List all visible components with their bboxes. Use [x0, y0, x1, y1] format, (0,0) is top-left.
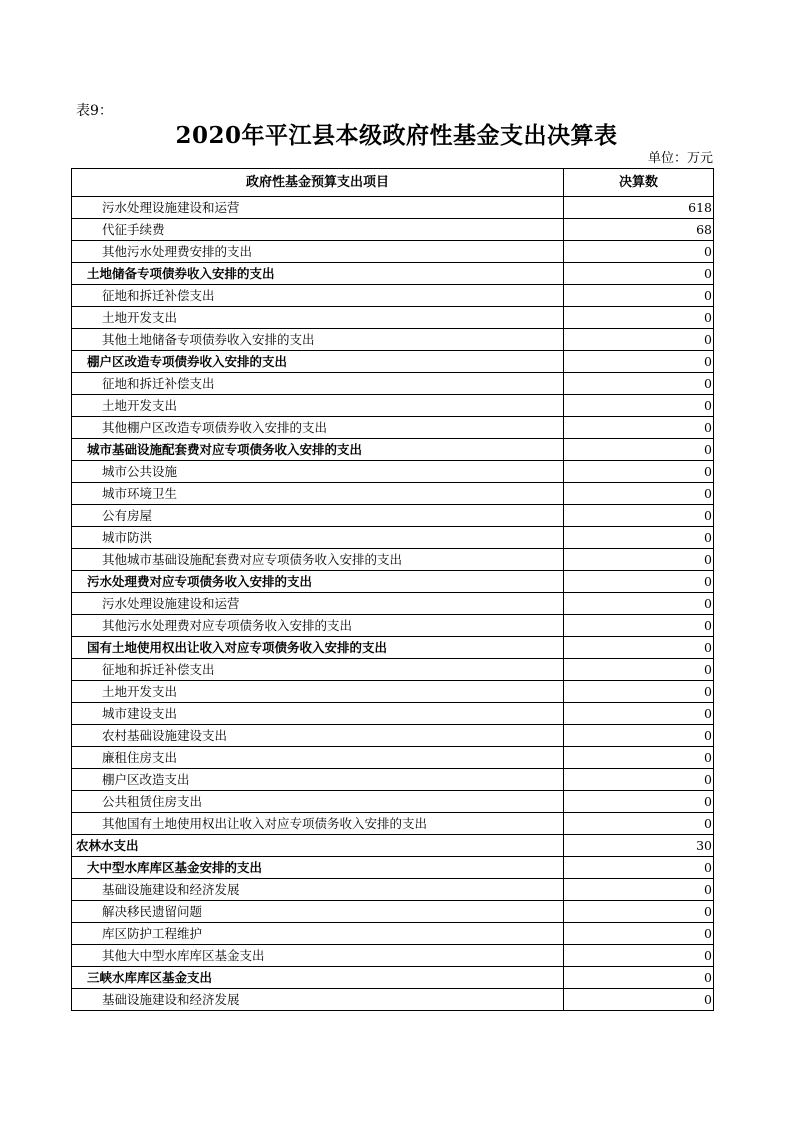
item-cell: 污水处理设施建设和运营: [72, 197, 564, 219]
table-row: [72, 373, 714, 395]
item-cell: 土地开发支出: [72, 395, 564, 417]
amount-cell: 0: [564, 351, 714, 373]
table-row: [72, 791, 714, 813]
table-row: [72, 967, 714, 989]
amount-cell: 0: [564, 747, 714, 769]
item-cell: 大中型水库库区基金安排的支出: [72, 857, 564, 879]
item-cell: 其他土地储备专项债券收入安排的支出: [72, 329, 564, 351]
header-amount: 决算数: [564, 169, 714, 197]
item-cell: 库区防护工程维护: [72, 923, 564, 945]
amount-cell: 0: [564, 615, 714, 637]
table-row: [72, 813, 714, 835]
table-row: [72, 593, 714, 615]
amount-cell: 0: [564, 769, 714, 791]
amount-cell: 0: [564, 967, 714, 989]
table-row: [72, 417, 714, 439]
table-row: [72, 329, 714, 351]
item-cell: 征地和拆迁补偿支出: [72, 659, 564, 681]
amount-cell: 0: [564, 791, 714, 813]
table-row: [72, 307, 714, 329]
amount-cell: 0: [564, 439, 714, 461]
page-title: 2020年平江县本级政府性基金支出决算表: [175, 122, 618, 149]
amount-cell: 30: [564, 835, 714, 857]
table-row: [72, 835, 714, 857]
amount-cell: 0: [564, 637, 714, 659]
item-cell: 廉租住房支出: [72, 747, 564, 769]
table-row: [72, 219, 714, 241]
amount-cell: 0: [564, 703, 714, 725]
item-cell: 城市建设支出: [72, 703, 564, 725]
item-cell: 土地开发支出: [72, 681, 564, 703]
item-cell: 城市基础设施配套费对应专项债务收入安排的支出: [72, 439, 564, 461]
item-cell: 其他污水处理费对应专项债务收入安排的支出: [72, 615, 564, 637]
table-body: [72, 169, 714, 1011]
amount-cell: 0: [564, 505, 714, 527]
table-row: [72, 879, 714, 901]
amount-cell: 0: [564, 879, 714, 901]
amount-cell: 618: [564, 197, 714, 219]
amount-cell: 0: [564, 857, 714, 879]
table-label: 表9：: [76, 103, 113, 119]
table-row: [72, 527, 714, 549]
table-header-row: [72, 169, 714, 197]
item-cell: 城市环境卫生: [72, 483, 564, 505]
table-row: [72, 615, 714, 637]
item-cell: 其他大中型水库库区基金支出: [72, 945, 564, 967]
item-cell: 基础设施建设和经济发展: [72, 879, 564, 901]
item-cell: 城市防洪: [72, 527, 564, 549]
item-cell: 代征手续费: [72, 219, 564, 241]
item-cell: 三峡水库库区基金支出: [72, 967, 564, 989]
table-row: [72, 747, 714, 769]
item-cell: 国有土地使用权出让收入对应专项债务收入安排的支出: [72, 637, 564, 659]
amount-cell: 0: [564, 923, 714, 945]
item-cell: 农村基础设施建设支出: [72, 725, 564, 747]
table-row: [72, 285, 714, 307]
table-row: [72, 857, 714, 879]
amount-cell: 0: [564, 417, 714, 439]
table-row: [72, 549, 714, 571]
amount-cell: 0: [564, 285, 714, 307]
amount-cell: 0: [564, 263, 714, 285]
item-cell: 公有房屋: [72, 505, 564, 527]
table-row: [72, 989, 714, 1011]
table-row: [72, 461, 714, 483]
table-row: [72, 439, 714, 461]
item-cell: 征地和拆迁补偿支出: [72, 373, 564, 395]
amount-cell: 0: [564, 681, 714, 703]
item-cell: 污水处理费对应专项债务收入安排的支出: [72, 571, 564, 593]
item-cell: 基础设施建设和经济发展: [72, 989, 564, 1011]
amount-cell: 0: [564, 659, 714, 681]
amount-cell: 0: [564, 307, 714, 329]
table-row: [72, 197, 714, 219]
amount-cell: 0: [564, 241, 714, 263]
table-row: [72, 263, 714, 285]
item-cell: 其他城市基础设施配套费对应专项债务收入安排的支出: [72, 549, 564, 571]
table-row: [72, 505, 714, 527]
item-cell: 农林水支出: [72, 835, 564, 857]
amount-cell: 0: [564, 373, 714, 395]
item-cell: 土地储备专项债券收入安排的支出: [72, 263, 564, 285]
item-cell: 棚户区改造支出: [72, 769, 564, 791]
item-cell: 公共租赁住房支出: [72, 791, 564, 813]
table-row: [72, 395, 714, 417]
item-cell: 其他棚户区改造专项债券收入安排的支出: [72, 417, 564, 439]
amount-cell: 0: [564, 813, 714, 835]
item-cell: 解决移民遗留问题: [72, 901, 564, 923]
amount-cell: 0: [564, 593, 714, 615]
item-cell: 其他污水处理费安排的支出: [72, 241, 564, 263]
table-row: [72, 923, 714, 945]
item-cell: 污水处理设施建设和运营: [72, 593, 564, 615]
expenditure-table: [71, 168, 714, 1011]
table-row: [72, 703, 714, 725]
table-row: [72, 725, 714, 747]
table-row: [72, 659, 714, 681]
table-row: [72, 241, 714, 263]
amount-cell: 68: [564, 219, 714, 241]
amount-cell: 0: [564, 395, 714, 417]
header-item: 政府性基金预算支出项目: [72, 169, 564, 197]
unit-note: 单位：万元: [647, 151, 713, 166]
item-cell: 其他国有土地使用权出让收入对应专项债务收入安排的支出: [72, 813, 564, 835]
amount-cell: 0: [564, 989, 714, 1011]
item-cell: 城市公共设施: [72, 461, 564, 483]
table-row: [72, 901, 714, 923]
amount-cell: 0: [564, 483, 714, 505]
amount-cell: 0: [564, 549, 714, 571]
table-row: [72, 637, 714, 659]
item-cell: 征地和拆迁补偿支出: [72, 285, 564, 307]
amount-cell: 0: [564, 461, 714, 483]
amount-cell: 0: [564, 901, 714, 923]
table-row: [72, 769, 714, 791]
amount-cell: 0: [564, 571, 714, 593]
table-row: [72, 945, 714, 967]
amount-cell: 0: [564, 527, 714, 549]
table-row: [72, 571, 714, 593]
item-cell: 土地开发支出: [72, 307, 564, 329]
item-cell: 棚户区改造专项债券收入安排的支出: [72, 351, 564, 373]
table-row: [72, 681, 714, 703]
amount-cell: 0: [564, 329, 714, 351]
amount-cell: 0: [564, 945, 714, 967]
amount-cell: 0: [564, 725, 714, 747]
table-row: [72, 351, 714, 373]
table-row: [72, 483, 714, 505]
